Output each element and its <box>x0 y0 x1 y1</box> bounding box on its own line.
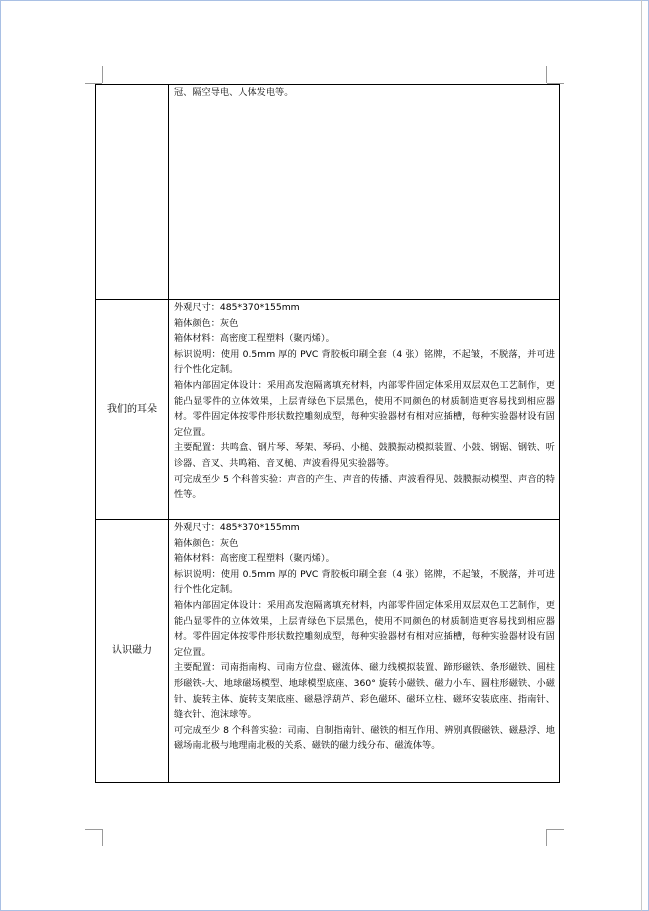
paragraph: 可完成至少 8 个科普实验：司南、自制指南针、磁铁的相互作用、辨别真假磁铁、磁悬浮、地磁场南北极与地理南北极的关系、磁铁的磁力线分布、磁流体等。 <box>174 724 555 752</box>
paragraph: 箱体材料：高密度工程塑料（聚丙烯）。 <box>174 333 335 345</box>
paragraph: 箱体内部固定体设计：采用高发泡隔离填充材料，内部零件固定体采用双层双色工艺制作，更能凸显零件的立体效果，上层青绿色下层黑色，使用不同颜色的材质制造更容易找到相应器材。零件固定体按零件形状数控雕刻成型，每种实验器材有相对应插槽，每种实验器材设有固定位置。 <box>174 379 555 438</box>
row-label-cell[interactable]: 我们的耳朵 <box>96 300 169 520</box>
paragraph: 外观尺寸：485*370*155mm <box>174 522 300 533</box>
paragraph: 可完成至少 5 个科普实验：声音的产生、声音的传播、声波看得见、鼓膜振动模型、声音的特性等。 <box>174 473 555 501</box>
vertical-scroll-edge[interactable] <box>641 0 642 911</box>
paragraph: 标识说明：使用 0.5mm 厚的 PVC 背胶板印刷全套（4 张）铭牌，不起皱，不脱落，并可进行个性化定制。 <box>174 348 555 376</box>
paragraph: 箱体颜色：灰色 <box>174 537 239 549</box>
paragraph: 箱体内部固定体设计：采用高发泡隔离填充材料，内部零件固定体采用双层双色工艺制作，更能凸显零件的立体效果，上层青绿色下层黑色，使用不同颜色的材质制造更容易找到相应器材。零件固定体按零件形状数控雕刻成型，每种实验器材有相对应插槽，每种实验器材设有固定位置。 <box>174 599 555 658</box>
crop-mark-bottom-left-h <box>85 829 102 830</box>
paragraph: 冠、隔空导电、人体发电等。 <box>174 87 294 98</box>
row-label-cell[interactable] <box>96 85 169 300</box>
row-content-cell[interactable] <box>169 300 560 520</box>
paragraph: 主要配置：司南指南构、司南方位盘、磁流体、磁力线模拟装置、蹄形磁铁、条形磁铁、圆柱形磁铁-大、地球磁场模型、地球模型底座、360° 旋转小磁铁、磁力小车、圆柱形磁铁、小磁针、旋转主体、旋转支架底座、磁悬浮葫芦、彩色磁环、磁环立柱、磁环安装底座、指南针、缝衣针、泡沫球等。 <box>174 662 555 721</box>
paragraph: 箱体材料：高密度工程塑料（聚丙烯）。 <box>174 553 335 565</box>
table-row <box>96 85 560 300</box>
table-row <box>96 520 560 783</box>
crop-mark-bottom-right-h <box>547 829 564 830</box>
crop-mark-bottom-left-v <box>102 829 103 846</box>
paragraph: 箱体颜色：灰色 <box>174 317 239 329</box>
paragraph: 外观尺寸：485*370*155mm <box>174 302 300 313</box>
crop-mark-top-right-v <box>546 66 547 83</box>
paragraph: 主要配置：共鸣盒、钢片琴、琴架、琴码、小槌、鼓膜振动模拟装置、小鼓、钢锯、钢铁、听诊器、音叉、共鸣箱、音叉槌、声波看得见实验器等。 <box>174 442 555 469</box>
table-row <box>96 300 560 520</box>
crop-mark-top-left-v <box>102 66 103 83</box>
row-content-cell[interactable] <box>169 85 560 300</box>
paragraph: 标识说明：使用 0.5mm 厚的 PVC 背胶板印刷全套（4 张）铭牌，不起皱，不脱落，并可进行个性化定制。 <box>174 568 555 596</box>
crop-mark-bottom-right-v <box>546 829 547 846</box>
equipment-spec-table <box>95 84 560 783</box>
row-label-cell[interactable]: 认识磁力 <box>96 520 169 783</box>
row-content-cell[interactable] <box>169 520 560 783</box>
